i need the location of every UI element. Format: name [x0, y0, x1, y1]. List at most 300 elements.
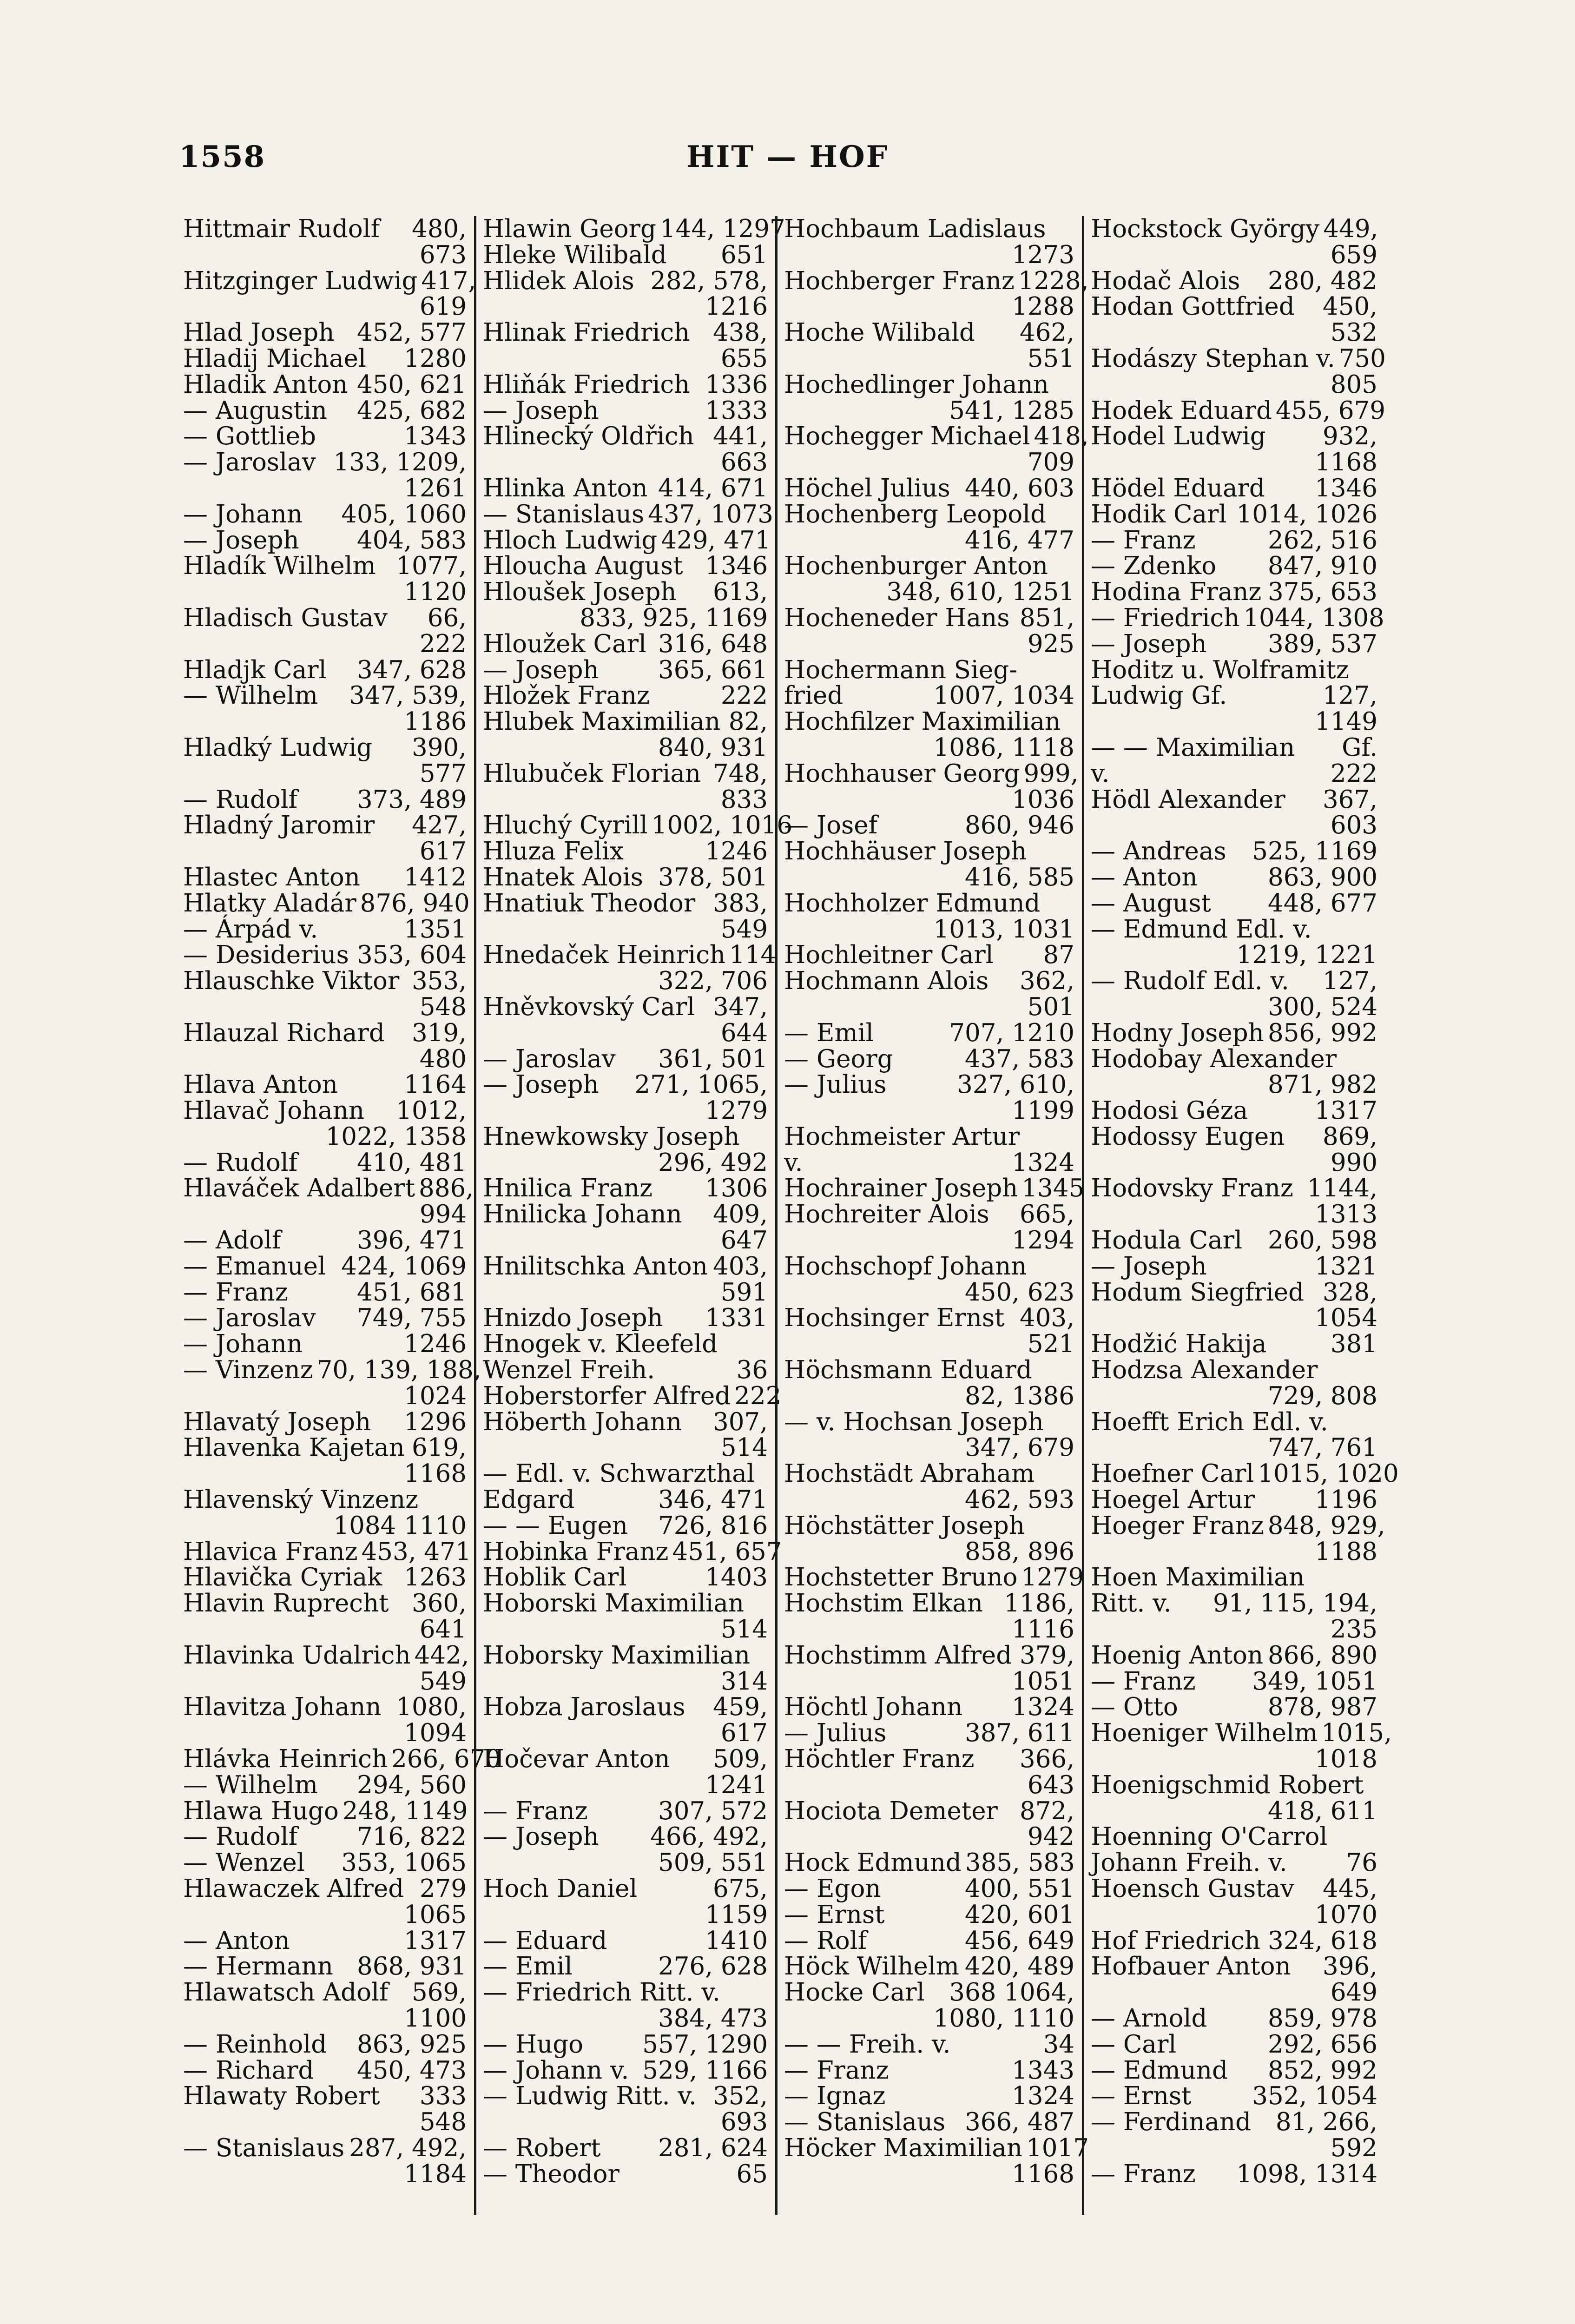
index-entry: [1091, 423, 1377, 449]
entry-pages: 999,: [1023, 759, 1079, 788]
entry-pages: 279: [419, 1875, 467, 1903]
entry-name: — Zdenko: [1091, 552, 1217, 581]
index-entry: [183, 1435, 467, 1461]
index-entry: [784, 1435, 1074, 1461]
entry-pages: 91, 115, 194,: [1213, 1589, 1377, 1618]
entry-pages: 663: [720, 448, 768, 477]
entry-pages: 450, 473: [356, 2056, 467, 2085]
entry-name: — Wenzel: [183, 1849, 305, 1877]
entry-name: v.: [1091, 759, 1110, 788]
index-entry: [483, 1746, 768, 1772]
entry-pages: 114: [729, 941, 777, 970]
entry-pages: 1015, 1020: [1258, 1459, 1399, 1488]
index-entry: [784, 1202, 1074, 1228]
entry-name: Hoefner Carl: [1091, 1459, 1254, 1488]
entry-pages: 381: [1330, 1330, 1377, 1359]
entry-pages: 1120: [404, 578, 467, 607]
entry-pages: 1144,: [1307, 1174, 1377, 1203]
entry-name: Hodzsa Alexander: [1091, 1356, 1318, 1385]
index-entry: [784, 759, 1079, 788]
entry-name: — Georg: [784, 1044, 893, 1073]
entry-pages: 403,: [712, 1252, 768, 1281]
entry-pages: 847, 910: [1267, 552, 1377, 581]
entry-name: — Johann: [183, 500, 303, 528]
index-entry: [784, 1228, 1074, 1254]
entry-name: Hochbaum Ladislaus: [784, 215, 1046, 243]
index-entry: [1091, 528, 1377, 554]
entry-name: Hlavač Johann: [183, 1096, 364, 1125]
index-entry: [1091, 1150, 1377, 1176]
index-entry: [1091, 1876, 1377, 1902]
index-entry: [784, 1746, 1074, 1772]
entry-name: Hof Friedrich: [1091, 1926, 1261, 1955]
index-entry: [183, 2006, 467, 2032]
index-entry: [483, 1150, 768, 1176]
index-entry: [784, 865, 1074, 891]
entry-pages: 222: [1330, 759, 1377, 788]
entry-name: Hlavatý Joseph: [183, 1407, 371, 1436]
entry-pages: [1374, 917, 1377, 943]
index-entry: [183, 1174, 474, 1203]
index-entry: [183, 605, 467, 631]
entry-name: Hockstock György: [1091, 215, 1320, 243]
index-entry: [784, 398, 1074, 424]
entry-pages: 282, 578,: [650, 266, 768, 295]
entry-name: — Emanuel: [183, 1252, 326, 1281]
index-entry: [784, 657, 1074, 683]
entry-name: — Franz: [1091, 2159, 1196, 2188]
index-entry: [784, 631, 1074, 657]
index-entry: [183, 1098, 467, 1124]
entry-pages: [1071, 1124, 1074, 1150]
page-number: 1558: [179, 139, 266, 174]
entry-name: — Eduard: [483, 1926, 607, 1955]
entry-pages: 133, 1209,: [333, 448, 467, 477]
index-entry: [1091, 1511, 1385, 1540]
entry-pages: 1324: [1012, 1148, 1074, 1177]
index-entry: [183, 320, 467, 346]
index-entry: [183, 528, 467, 554]
entry-pages: 248, 1149: [342, 1796, 468, 1825]
index-entry: [183, 553, 467, 579]
index-entry: [1091, 268, 1377, 294]
index-entry: [1091, 1539, 1377, 1565]
entry-name: — Julius: [784, 1719, 887, 1748]
index-entry: [183, 1150, 467, 1176]
entry-name: Hnilitschka Anton: [483, 1252, 708, 1281]
entry-pages: 1199: [1012, 1096, 1074, 1125]
entry-name: Höcker Maximilian: [784, 2133, 1023, 2162]
entry-pages: 863, 925: [356, 2030, 467, 2059]
index-entry: [183, 1694, 467, 1720]
entry-pages: 1094: [404, 1719, 467, 1748]
entry-name: — Hermann: [183, 1952, 333, 1981]
index-entry: [483, 631, 768, 657]
entry-pages: 450, 621: [356, 370, 467, 399]
entry-pages: 307, 572: [658, 1796, 768, 1825]
entry-pages: 643: [1027, 1770, 1074, 1799]
entry-pages: 1086, 1118: [933, 733, 1074, 762]
entry-name: Hochmann Alois: [784, 967, 989, 996]
entry-pages: 1241: [705, 1770, 768, 1799]
entry-pages: 549: [419, 1667, 467, 1696]
entry-pages: 87: [1043, 941, 1074, 970]
entry-name: Hodum Siegfried: [1091, 1278, 1305, 1307]
entry-pages: 1333: [705, 396, 768, 425]
entry-name: — Richard: [183, 2056, 314, 2085]
entry-name: — Stanislaus: [784, 2108, 946, 2137]
entry-name: Hochermann Sieg-: [784, 655, 1018, 684]
entry-pages: 366,: [1019, 1745, 1074, 1774]
entry-name: Hoenigschmid Robert: [1091, 1770, 1364, 1799]
index-entry: [483, 1098, 768, 1124]
index-entry: [1091, 2006, 1377, 2032]
entry-pages: 294, 560: [356, 1770, 467, 1799]
index-entry: [784, 1409, 1074, 1435]
entry-name: — Edl. v. Schwarzthal: [483, 1459, 755, 1488]
index-column-1: [177, 215, 501, 2215]
index-entry: [483, 2083, 768, 2109]
entry-pages: 266, 670: [391, 1745, 501, 1774]
entry-pages: 549: [720, 915, 768, 944]
entry-pages: 442,: [414, 1641, 469, 1670]
entry-pages: 569,: [411, 1978, 467, 2007]
entry-name: — Ferdinand: [1091, 2108, 1252, 2137]
entry-pages: 1412: [404, 863, 467, 891]
index-entry: [784, 242, 1074, 268]
entry-pages: 396, 471: [356, 1226, 467, 1255]
entry-pages: [1071, 1409, 1074, 1435]
index-entry: [784, 2058, 1074, 2084]
entry-pages: 673: [419, 240, 467, 269]
entry-pages: 416, 585: [964, 863, 1074, 891]
entry-pages: 603: [1330, 811, 1377, 840]
entry-name: Hlad Joseph: [183, 318, 335, 347]
entry-pages: 1080,: [396, 1693, 467, 1722]
index-entry: [483, 891, 768, 917]
entry-pages: 349, 1051: [1252, 1667, 1377, 1696]
entry-name: Hodossy Eugen: [1091, 1122, 1285, 1151]
index-entry: [183, 1046, 467, 1072]
entry-pages: 748,: [712, 759, 768, 788]
index-entry: [483, 968, 768, 994]
entry-pages: 665,: [1019, 1200, 1074, 1229]
index-entry: [483, 1954, 768, 1980]
index-entry: [1091, 1124, 1377, 1150]
index-column-2: [474, 215, 793, 2215]
entry-name: Hnewkowsky Joseph: [483, 1122, 740, 1151]
index-entry: [483, 1798, 768, 1824]
entry-name: — Wilhelm: [183, 1770, 318, 1799]
entry-pages: 276, 628: [658, 1952, 768, 1981]
entry-name: Hladjk Carl: [183, 655, 327, 684]
entry-pages: 750: [1338, 344, 1386, 373]
entry-pages: 747, 761: [1267, 1433, 1377, 1462]
index-entry: [483, 2006, 768, 2032]
index-entry: [183, 2161, 467, 2187]
index-entry: [1091, 891, 1377, 917]
entry-pages: 848, 929,: [1267, 1511, 1385, 1540]
entry-name: Hlawaczek Alfred: [183, 1875, 404, 1903]
index-entry: [1091, 2058, 1377, 2084]
index-entry: [1091, 216, 1377, 242]
entry-pages: 860, 946: [964, 811, 1074, 840]
entry-pages: 451, 657: [672, 1537, 782, 1566]
entry-pages: 418, 611: [1267, 1796, 1377, 1825]
entry-name: Hloucha August: [483, 552, 683, 581]
index-entry: [183, 372, 467, 398]
entry-pages: 462,: [1019, 318, 1074, 347]
entry-pages: 1228,: [1018, 266, 1089, 295]
index-entry: [483, 449, 768, 475]
index-entry: [183, 1513, 467, 1539]
index-entry: [784, 422, 1089, 451]
index-entry: [183, 812, 467, 838]
entry-name: — August: [1091, 889, 1211, 918]
entry-name: Hodel Ludwig: [1091, 422, 1266, 451]
entry-name: Hluchý Cyrill: [483, 811, 648, 840]
entry-name: Hochedlinger Johann: [784, 370, 1049, 399]
entry-pages: 222: [734, 1381, 782, 1410]
entry-pages: 420, 489: [964, 1952, 1074, 1981]
index-entry: [483, 787, 768, 813]
entry-pages: 529, 1166: [642, 2056, 768, 2085]
index-entry: [1091, 735, 1377, 761]
entry-pages: 480: [419, 1044, 467, 1073]
entry-pages: 551: [1027, 344, 1074, 373]
index-entry: [784, 1954, 1074, 1980]
entry-pages: 456, 649: [964, 1926, 1074, 1955]
index-entry: [784, 346, 1074, 372]
entry-name: — Vinzenz: [183, 1356, 313, 1385]
entry-name: — Franz: [183, 1278, 288, 1307]
entry-pages: 271, 1065,: [634, 1070, 768, 1099]
entry-pages: Gf.: [1342, 733, 1377, 762]
entry-name: Hochsinger Ernst: [784, 1304, 1005, 1333]
entry-pages: 1070: [1315, 1900, 1377, 1929]
entry-pages: 501: [1027, 992, 1074, 1021]
entry-pages: 1279: [705, 1096, 768, 1125]
index-entry: [483, 1280, 768, 1306]
entry-name: — Anton: [183, 1926, 290, 1955]
index-entry: [183, 1487, 467, 1513]
entry-name: Hnatiuk Theodor: [483, 889, 696, 918]
index-entry: [1091, 1072, 1377, 1098]
entry-pages: 649: [1330, 1978, 1377, 2007]
index-entry: [483, 475, 768, 502]
entry-pages: 400, 551: [964, 1875, 1074, 1903]
entry-name: Hochmeister Artur: [784, 1122, 1020, 1151]
entry-pages: 577: [419, 759, 467, 788]
entry-pages: 81, 266,: [1275, 2108, 1377, 2137]
entry-pages: [764, 1461, 768, 1487]
index-entry: [1091, 917, 1377, 943]
entry-name: Hochschopf Johann: [784, 1252, 1027, 1281]
index-entry: [1091, 968, 1377, 994]
entry-pages: 1246: [705, 837, 768, 866]
entry-name: Hladisch Gustav: [183, 603, 388, 632]
entry-pages: 856, 992: [1267, 1018, 1377, 1047]
entry-name: Hnedaček Heinrich: [483, 941, 726, 970]
entry-pages: 1196: [1315, 1486, 1377, 1514]
entry-name: Hladný Jaromir: [183, 811, 375, 840]
index-entry: [183, 1565, 467, 1591]
entry-name: Hloužek Carl: [483, 629, 646, 658]
index-entry: [1091, 1928, 1377, 1954]
entry-pages: 451, 681: [356, 1278, 467, 1307]
index-entry: [183, 2083, 467, 2109]
index-entry: [483, 2032, 768, 2058]
entry-pages: 876, 940: [360, 889, 470, 918]
entry-name: — Carl: [1091, 2030, 1177, 2059]
index-entry: [1091, 1954, 1377, 1980]
index-entry: [1091, 1020, 1377, 1046]
entry-name: — Jaroslav: [183, 1304, 316, 1333]
entry-name: — Theodor: [483, 2159, 619, 2188]
entry-pages: 1306: [705, 1174, 768, 1203]
entry-pages: 990: [1330, 1148, 1377, 1177]
entry-name: — Ernst: [1091, 2082, 1192, 2111]
entry-pages: 1168: [1012, 2159, 1074, 2188]
entry-pages: 466, 492,: [650, 1822, 768, 1851]
entry-name: — Joseph: [483, 396, 599, 425]
entry-pages: [1071, 709, 1074, 735]
entry-pages: 287, 492,: [349, 2133, 467, 2162]
index-entry: [183, 216, 467, 242]
entry-pages: 942: [1027, 1822, 1074, 1851]
index-entry: [183, 2109, 467, 2135]
index-entry: [784, 787, 1074, 813]
entry-name: — Jaroslav: [183, 448, 316, 477]
entry-name: Hnilica Franz: [483, 1174, 653, 1203]
entry-name: — Stanislaus: [483, 500, 645, 528]
entry-pages: 1351: [404, 915, 467, 944]
index-entry: [784, 735, 1074, 761]
entry-pages: 389, 537: [1267, 629, 1377, 658]
entry-name: Hoch Daniel: [483, 1875, 638, 1903]
index-entry: [483, 579, 768, 605]
index-entry: [1091, 1902, 1377, 1928]
entry-name: Hodobay Alexander: [1091, 1044, 1337, 1073]
entry-pages: 833, 925, 1169: [580, 603, 768, 632]
index-entry: [183, 942, 467, 968]
entry-pages: 429, 471: [661, 526, 771, 555]
entry-pages: 1288: [1012, 292, 1074, 321]
entry-pages: 1015,: [1321, 1719, 1392, 1748]
entry-pages: [764, 1591, 768, 1617]
index-entry: [183, 1383, 467, 1409]
index-entry: [183, 1617, 467, 1643]
entry-pages: 1343: [404, 422, 467, 451]
index-entry: [1091, 1435, 1377, 1461]
entry-pages: 222: [720, 681, 768, 710]
index-entry: [1091, 553, 1377, 579]
entry-pages: 450,: [1322, 292, 1377, 321]
entry-pages: 438,: [712, 318, 768, 347]
entry-pages: 418,: [1034, 422, 1089, 451]
index-entry: [784, 2161, 1074, 2187]
index-entry: [784, 1850, 1074, 1876]
entry-pages: 1168: [1315, 448, 1377, 477]
entry-name: Hochenberg Leopold: [784, 500, 1047, 528]
entry-name: Hlavica Franz: [183, 1537, 358, 1566]
entry-pages: 292, 656: [1267, 2030, 1377, 2059]
entry-name: — Anton: [1091, 863, 1198, 891]
entry-pages: 872,: [1019, 1796, 1074, 1825]
index-entry: [183, 2032, 467, 2058]
entry-name: — Joseph: [483, 1070, 599, 1099]
entry-pages: 532: [1330, 318, 1377, 347]
entry-pages: [1071, 657, 1074, 683]
entry-name: — Augustin: [183, 396, 327, 425]
index-entry: [483, 1980, 768, 2006]
entry-pages: 647: [720, 1226, 768, 1255]
index-entry: [183, 761, 467, 787]
entry-pages: 1159: [705, 1900, 768, 1929]
entry-name: Hlavička Cyriak: [183, 1563, 382, 1592]
index-entry: [483, 1124, 768, 1150]
index-entry: [1091, 1669, 1377, 1695]
entry-pages: 416, 477: [964, 526, 1074, 555]
index-entry: [784, 1563, 1084, 1592]
entry-pages: [1071, 1254, 1074, 1280]
index-entry: [1091, 1565, 1377, 1591]
entry-name: — Ignaz: [784, 2082, 886, 2111]
entry-name: Hoegel Artur: [1091, 1486, 1255, 1514]
entry-pages: 480,: [411, 215, 467, 243]
index-entry: [183, 1202, 467, 1228]
entry-name: Hleke Wilibald: [483, 240, 667, 269]
index-entry: [483, 423, 768, 449]
index-entry: [483, 994, 768, 1020]
entry-pages: 1007, 1034: [933, 681, 1074, 710]
entry-pages: [1374, 657, 1377, 683]
entry-name: — — Eugen: [483, 1511, 628, 1540]
entry-pages: 591: [720, 1278, 768, 1307]
entry-pages: 548: [419, 2108, 467, 2137]
entry-name: — Franz: [1091, 526, 1196, 555]
index-entry: [483, 1669, 768, 1695]
entry-pages: 360,: [411, 1589, 467, 1618]
entry-pages: 427,: [411, 811, 467, 840]
entry-pages: 361, 501: [658, 1044, 768, 1073]
index-entry: [183, 1356, 481, 1385]
index-entry: [784, 1020, 1074, 1046]
index-entry: [183, 1745, 501, 1774]
entry-pages: 932,: [1322, 422, 1377, 451]
entry-name: Hlawin Georg: [483, 215, 656, 243]
entry-name: — Desiderius: [183, 941, 349, 970]
entry-name: Hodač Alois: [1091, 266, 1240, 295]
entry-name: — Otto: [1091, 1693, 1178, 1722]
index-entry: [784, 1928, 1074, 1954]
index-entry: [1091, 2135, 1377, 2161]
entry-name: Hlavitza Johann: [183, 1693, 382, 1722]
index-entry: [483, 1046, 768, 1072]
index-entry: [784, 1254, 1074, 1280]
entry-pages: 1280: [404, 344, 467, 373]
index-entry: [784, 528, 1074, 554]
entry-name: Johann Freih. v.: [1091, 1849, 1287, 1877]
entry-pages: 716, 822: [356, 1822, 467, 1851]
entry-pages: 1321: [1315, 1252, 1377, 1281]
entry-pages: 617: [419, 837, 467, 866]
index-entry: [1091, 1228, 1377, 1254]
index-entry: [183, 657, 467, 683]
entry-name: Hlinecký Oldřich: [483, 422, 694, 451]
entry-name: Hodina Franz: [1091, 578, 1262, 607]
entry-name: Hofbauer Anton: [1091, 1952, 1291, 1981]
